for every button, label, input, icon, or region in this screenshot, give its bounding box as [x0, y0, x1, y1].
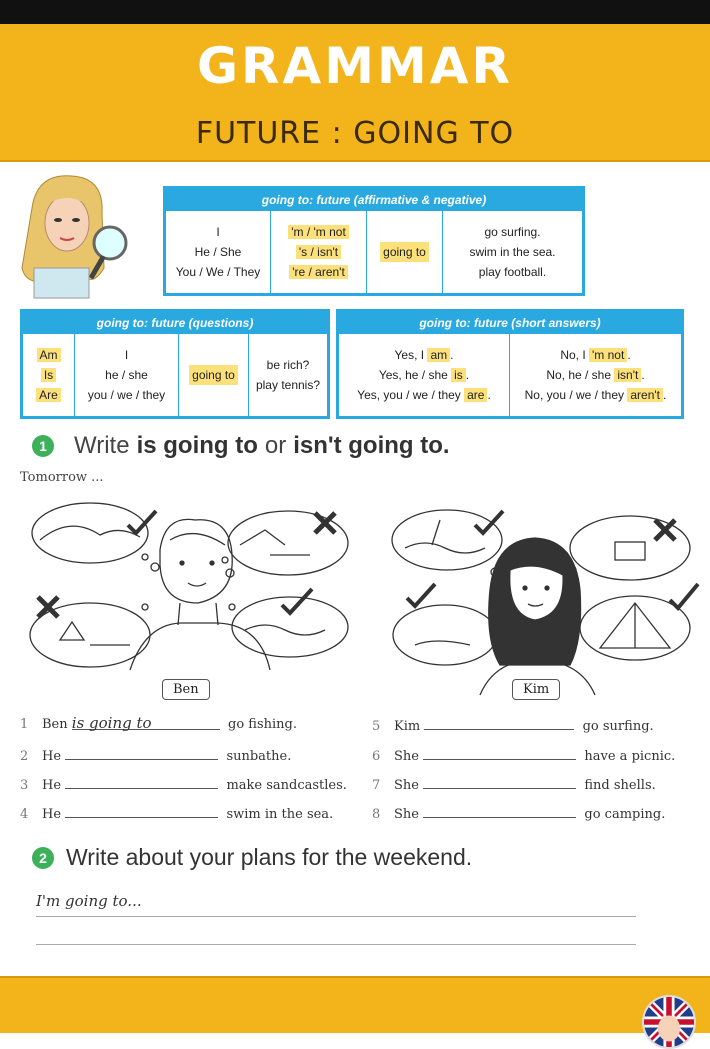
answer-field[interactable]: [65, 804, 218, 818]
table-cell: 're / aren't: [289, 265, 348, 279]
answer-field[interactable]: [65, 746, 218, 760]
affirmative-negative-table: [163, 186, 585, 296]
table-cell: Yes, you / we / they are .: [357, 388, 491, 402]
table-cell: No, I 'm not .: [560, 348, 631, 362]
verb-column: [443, 211, 582, 293]
writing-line[interactable]: [36, 944, 636, 945]
exercise-number-badge: 2: [32, 847, 54, 869]
yes-column: [339, 334, 510, 416]
exercise-line: 2 He sunbathe.: [20, 746, 291, 764]
ben-illustration: [20, 495, 360, 695]
no-column: [510, 334, 681, 416]
uk-flag-avatar-icon: [642, 995, 696, 1049]
table-cell: swim in the sea.: [469, 245, 556, 259]
kim-illustration: [385, 500, 700, 700]
page-subtitle: FUTURE : GOING TO: [195, 116, 515, 151]
top-strip: [0, 0, 710, 24]
exercise-line: 6 She have a picnic.: [372, 746, 675, 764]
table-cell: you / we / they: [87, 388, 166, 402]
table-cell: play tennis?: [255, 378, 321, 392]
table-cell: Am: [37, 348, 61, 362]
table-cell: Yes, I am .: [394, 348, 454, 362]
answer-field[interactable]: is going to: [72, 716, 220, 730]
ben-name-tag: Ben: [162, 679, 210, 700]
exercise-line: 7 She find shells.: [372, 775, 656, 793]
table-title: going to: future (short answers): [339, 312, 681, 334]
table-cell: He / She: [194, 245, 242, 259]
kim-name-tag: Kim: [512, 679, 560, 700]
teacher-avatar: [12, 168, 132, 303]
page-title: GRAMMAR: [197, 37, 513, 95]
table-cell: play football.: [478, 265, 547, 279]
table-cell: I: [124, 348, 129, 362]
exercise-line: 5 Kim go surfing.: [372, 716, 654, 734]
answer-field[interactable]: [424, 716, 574, 730]
table-cell: going to: [380, 242, 429, 262]
subject-column: [166, 211, 271, 293]
table-title: going to: future (questions): [23, 312, 327, 334]
footer-banner: [0, 976, 710, 1033]
writing-line[interactable]: [36, 916, 636, 917]
table-cell: going to: [189, 365, 238, 385]
going-to-column: [179, 334, 249, 416]
going-to-column: [367, 211, 443, 293]
table-cell: Yes, he / she is .: [378, 368, 470, 382]
table-cell: Is: [41, 368, 56, 382]
table-cell: he / she: [105, 368, 148, 382]
answer-field[interactable]: [65, 775, 218, 789]
example-answer: I'm going to...: [36, 892, 142, 910]
questions-table: [20, 309, 330, 419]
table-cell: Are: [36, 388, 61, 402]
exercise-1-heading: 1 Write is going to or isn't going to.: [32, 432, 457, 460]
table-cell: I: [216, 225, 220, 239]
exercise-line: 3 He make sandcastles.: [20, 775, 347, 793]
be-column: [271, 211, 367, 293]
table-cell: be rich?: [266, 358, 310, 372]
exercise-number-badge: 1: [32, 435, 54, 457]
table-cell: You / We / They: [175, 265, 261, 279]
answer-field[interactable]: [423, 746, 576, 760]
tomorrow-label: Tomorrow ...: [20, 470, 104, 485]
table-cell: go surfing.: [484, 225, 541, 239]
answer-field[interactable]: [423, 775, 576, 789]
answer-field[interactable]: [423, 804, 576, 818]
header-banner: [0, 24, 710, 162]
short-answers-table: [336, 309, 684, 419]
subject-column: [75, 334, 179, 416]
table-title: going to: future (affirmative & negative): [166, 189, 582, 211]
exercise-line: 4 He swim in the sea.: [20, 804, 333, 822]
exercise-line: 1 Ben is going to go fishing.: [20, 714, 298, 732]
table-cell: 'm / 'm not: [288, 225, 349, 239]
be-column: [23, 334, 75, 416]
verb-column: [249, 334, 327, 416]
table-cell: 's / isn't: [296, 245, 341, 259]
exercise-2-heading: 2 Write about your plans for the weekend.: [32, 844, 472, 871]
table-cell: No, he / she isn't .: [546, 368, 645, 382]
table-cell: No, you / we / they aren't .: [524, 388, 667, 402]
exercise-line: 8 She go camping.: [372, 804, 665, 822]
